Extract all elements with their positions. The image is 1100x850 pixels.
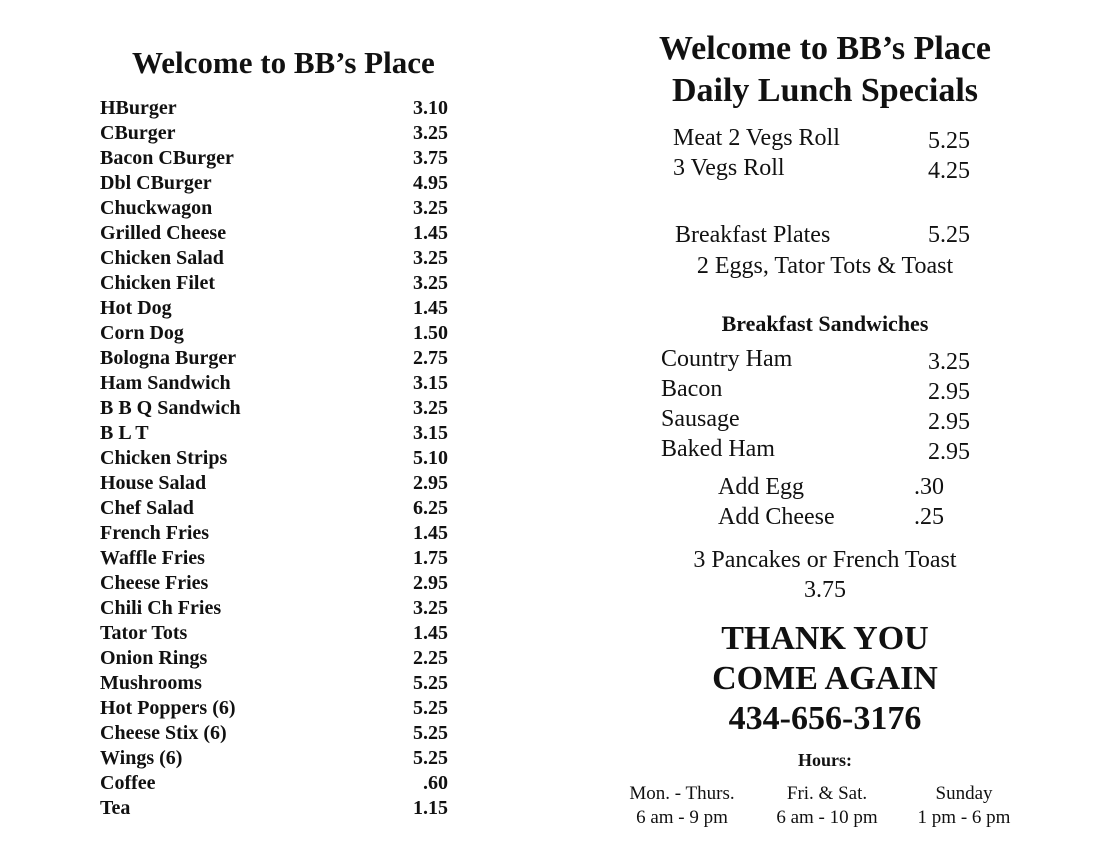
hours-time: 6 am - 10 pm xyxy=(776,807,878,828)
menu-item xyxy=(100,646,448,671)
menu-item-name: Cheese Fries xyxy=(100,572,209,594)
menu-item-name: Wings (6) xyxy=(100,747,183,769)
lunch-item-name: 3 Vegs Roll xyxy=(673,155,785,181)
hours-time: 6 am - 9 pm xyxy=(636,807,728,828)
addon-name: Add Cheese xyxy=(718,504,835,530)
menu-item xyxy=(100,471,448,496)
hours-time: 1 pm - 6 pm xyxy=(917,807,1011,828)
menu-item-name: Cheese Stix (6) xyxy=(100,722,227,744)
menu-item-name: Hot Poppers (6) xyxy=(100,697,236,719)
menu-item-name: House Salad xyxy=(100,472,207,494)
addon-name: Add Egg xyxy=(718,474,804,500)
menu-item xyxy=(100,421,448,446)
menu-item xyxy=(100,796,448,821)
menu-item-name: Tea xyxy=(100,797,131,819)
menu-item xyxy=(100,171,448,196)
menu-item xyxy=(100,721,448,746)
menu-item-price: 1.45 xyxy=(413,297,448,319)
menu-item-price: 1.45 xyxy=(413,522,448,544)
menu-item-price: 2.95 xyxy=(413,472,448,494)
menu-item-name: Chef Salad xyxy=(100,497,194,519)
menu-item-price: 5.25 xyxy=(413,672,448,694)
menu-item-price: 3.15 xyxy=(413,372,448,394)
menu-item xyxy=(100,671,448,696)
menu-item xyxy=(100,771,448,796)
menu-item-name: French Fries xyxy=(100,522,210,544)
menu-item xyxy=(100,246,448,271)
lunch-item-name: Meat 2 Vegs Roll xyxy=(673,125,840,151)
menu-item xyxy=(100,371,448,396)
menu-item-name: Chicken Salad xyxy=(100,247,224,269)
sandwich-name: Sausage xyxy=(661,406,740,432)
left-menu-title: Welcome to BB’s Place xyxy=(132,45,435,80)
menu-item-name: CBurger xyxy=(100,122,176,144)
menu-item xyxy=(100,321,448,346)
menu-item-price: 5.10 xyxy=(413,447,448,469)
menu-item xyxy=(100,546,448,571)
come-again-text: COME AGAIN xyxy=(712,660,938,697)
menu-item-name: Hot Dog xyxy=(100,297,172,319)
breakfast-sandwiches-heading: Breakfast Sandwiches xyxy=(721,311,929,336)
breakfast-plates-price: 5.25 xyxy=(928,222,970,248)
menu-item-name: Ham Sandwich xyxy=(100,372,231,394)
menu-item xyxy=(100,196,448,221)
menu-item-name: Waffle Fries xyxy=(100,547,205,569)
menu-item-price: 5.25 xyxy=(413,697,448,719)
menu-item-price: 3.25 xyxy=(413,122,448,144)
addon-price: .30 xyxy=(914,474,944,500)
sandwich-price: 2.95 xyxy=(928,379,970,405)
menu-item-name: B B Q Sandwich xyxy=(100,397,241,419)
menu-item-name: Chicken Filet xyxy=(100,272,215,294)
menu-item xyxy=(100,96,448,121)
menu-item-price: 3.10 xyxy=(413,97,448,119)
thank-you-text: THANK YOU xyxy=(721,620,929,657)
menu-item xyxy=(100,396,448,421)
menu-item-price: 2.95 xyxy=(413,572,448,594)
menu-item-price: 5.25 xyxy=(413,722,448,744)
menu-item-price: 3.25 xyxy=(413,272,448,294)
menu-item-name: Coffee xyxy=(100,772,156,794)
menu-item xyxy=(100,621,448,646)
menu-item-price: 2.25 xyxy=(413,647,448,669)
menu-item xyxy=(100,221,448,246)
breakfast-plates-name: Breakfast Plates xyxy=(675,222,831,248)
hours-label: Hours: xyxy=(798,750,852,770)
menu-item-price: .60 xyxy=(423,772,448,794)
menu-item-name: B L T xyxy=(100,422,149,444)
left-menu-list xyxy=(100,96,448,821)
menu-item xyxy=(100,271,448,296)
menu-item-name: Onion Rings xyxy=(100,647,208,669)
menu-item-price: 3.15 xyxy=(413,422,448,444)
menu-item xyxy=(100,496,448,521)
menu-item-price: 5.25 xyxy=(413,747,448,769)
hours-days: Fri. & Sat. xyxy=(786,783,868,804)
pancakes-item-name: 3 Pancakes or French Toast xyxy=(693,547,957,573)
menu-item xyxy=(100,596,448,621)
menu-item-price: 2.75 xyxy=(413,347,448,369)
sandwich-price: 3.25 xyxy=(928,349,970,375)
menu-item xyxy=(100,146,448,171)
hours-days: Mon. - Thurs. xyxy=(629,783,735,804)
menu-item-name: Dbl CBurger xyxy=(100,172,212,194)
menu-item-price: 4.95 xyxy=(413,172,448,194)
right-title: Welcome to BB’s Place xyxy=(658,30,992,67)
menu-item-price: 3.25 xyxy=(413,197,448,219)
menu-item-price: 1.50 xyxy=(413,322,448,344)
menu-item-price: 3.25 xyxy=(413,247,448,269)
menu-item-price: 3.75 xyxy=(413,147,448,169)
menu-item-price: 1.75 xyxy=(413,547,448,569)
menu-item-name: Bacon CBurger xyxy=(100,147,234,169)
menu-item-name: Mushrooms xyxy=(100,672,202,694)
menu-item-name: Chili Ch Fries xyxy=(100,597,222,619)
sandwich-price: 2.95 xyxy=(928,439,970,465)
right-subtitle: Daily Lunch Specials xyxy=(671,72,979,109)
menu-item-name: Chuckwagon xyxy=(100,197,213,219)
menu-item xyxy=(100,521,448,546)
sandwich-name: Bacon xyxy=(661,376,723,402)
menu-item-price: 6.25 xyxy=(413,497,448,519)
menu-item-name: Corn Dog xyxy=(100,322,184,344)
breakfast-plates-description: 2 Eggs, Tator Tots & Toast xyxy=(696,253,954,279)
menu-item-name: Grilled Cheese xyxy=(100,222,227,244)
menu-item-price: 1.15 xyxy=(413,797,448,819)
menu-item-price: 3.25 xyxy=(413,397,448,419)
lunch-item-price: 5.25 xyxy=(928,128,970,154)
menu-item xyxy=(100,571,448,596)
menu-item xyxy=(100,346,448,371)
phone-number: 434-656-3176 xyxy=(728,700,922,737)
menu-item xyxy=(100,446,448,471)
sandwich-name: Country Ham xyxy=(661,346,793,372)
menu-item xyxy=(100,746,448,771)
menu-item-name: Chicken Strips xyxy=(100,447,228,469)
sandwich-price: 2.95 xyxy=(928,409,970,435)
menu-item xyxy=(100,696,448,721)
hours-days: Sunday xyxy=(935,783,993,804)
menu-item-name: HBurger xyxy=(100,97,177,119)
menu-item-price: 3.25 xyxy=(413,597,448,619)
addon-price: .25 xyxy=(914,504,944,530)
lunch-item-price: 4.25 xyxy=(928,158,970,184)
menu-item xyxy=(100,296,448,321)
menu-item-name: Tator Tots xyxy=(100,622,188,644)
hours-column xyxy=(874,782,1054,830)
menu-item-price: 1.45 xyxy=(413,222,448,244)
menu-item-name: Bologna Burger xyxy=(100,347,237,369)
pancakes-item-price: 3.75 xyxy=(804,577,846,603)
menu-item xyxy=(100,121,448,146)
sandwich-name: Baked Ham xyxy=(661,436,775,462)
menu-item-price: 1.45 xyxy=(413,622,448,644)
